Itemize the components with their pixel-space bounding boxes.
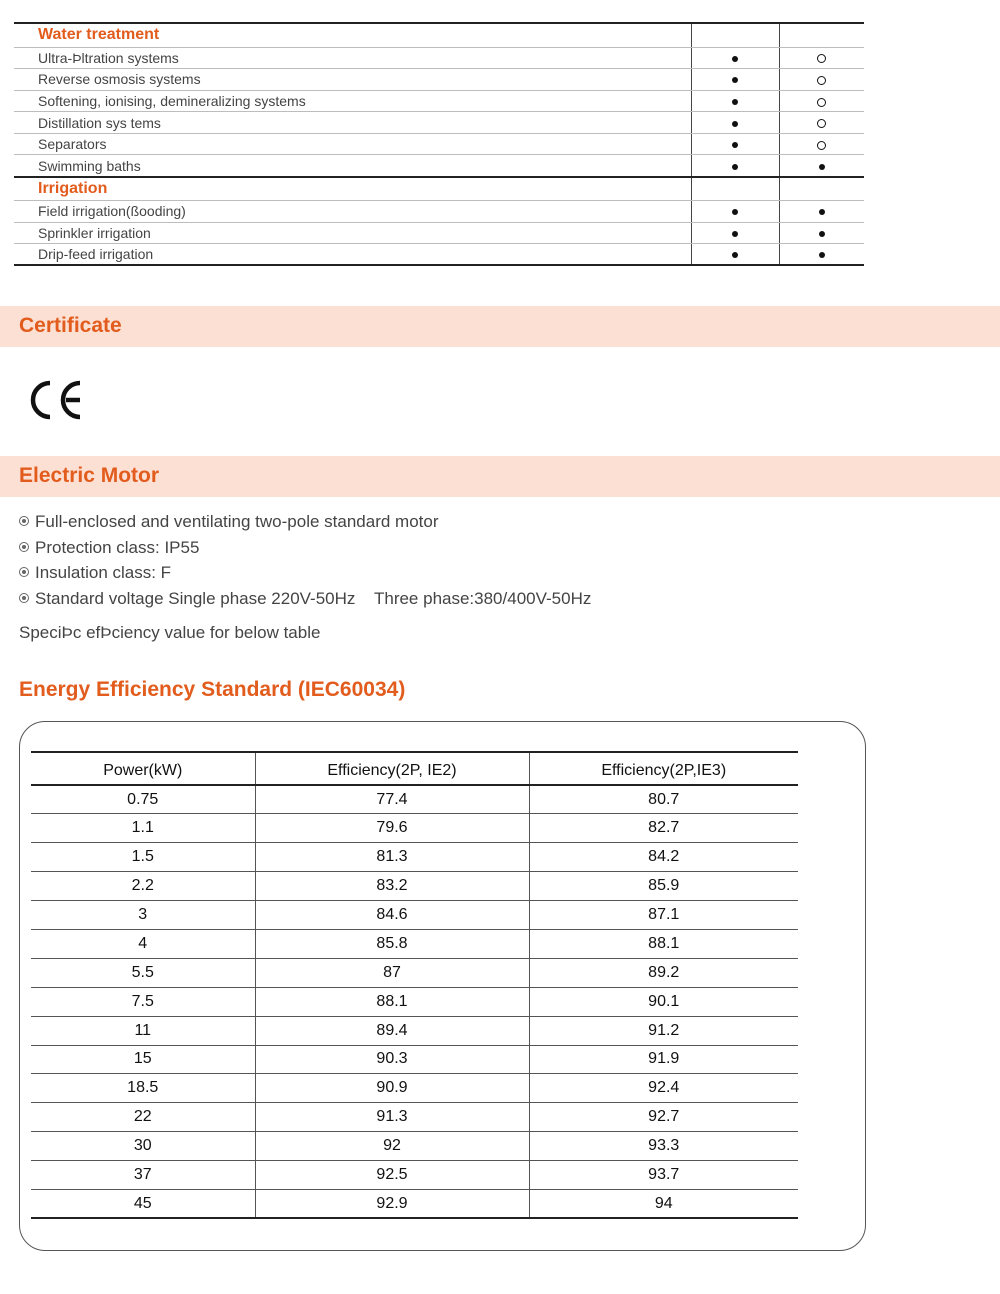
ie2-cell: 87 bbox=[255, 958, 529, 987]
application-label: Softening, ionising, demineralizing systems bbox=[14, 90, 691, 112]
application-label: Swimming baths bbox=[14, 155, 691, 177]
power-cell: 3 bbox=[31, 901, 255, 930]
certificate-title: Certificate bbox=[19, 314, 122, 337]
efficiency-row bbox=[31, 872, 798, 901]
electric-motor-title: Electric Motor bbox=[19, 464, 160, 487]
electric-motor-band bbox=[0, 456, 1000, 497]
motor-bullet-text: Full-enclosed and ventilating two-pole standard motor bbox=[35, 512, 439, 531]
efficiency-row bbox=[31, 1045, 798, 1074]
power-cell: 4 bbox=[31, 929, 255, 958]
filled-dot-icon bbox=[819, 164, 825, 170]
power-cell: 0.75 bbox=[31, 785, 255, 814]
ie3-cell: 90.1 bbox=[529, 987, 798, 1016]
open-circle-icon bbox=[817, 119, 826, 128]
ie3-cell: 88.1 bbox=[529, 929, 798, 958]
bullet-circle-icon bbox=[19, 567, 29, 577]
efficiency-note: SpeciÞc efÞciency value for below table bbox=[19, 623, 321, 642]
filled-dot-icon bbox=[819, 231, 825, 237]
efficiency-row bbox=[31, 1189, 798, 1218]
efficiency-table bbox=[31, 751, 798, 1219]
power-cell: 5.5 bbox=[31, 958, 255, 987]
group-col1 bbox=[691, 177, 779, 201]
efficiency-row bbox=[31, 1016, 798, 1045]
group-col2 bbox=[779, 23, 864, 47]
application-mark-2 bbox=[779, 244, 864, 266]
application-mark-1 bbox=[691, 90, 779, 112]
ie3-cell: 85.9 bbox=[529, 872, 798, 901]
application-mark-2 bbox=[779, 222, 864, 244]
ie3-cell: 87.1 bbox=[529, 901, 798, 930]
filled-dot-icon bbox=[732, 77, 738, 83]
ie2-cell: 92 bbox=[255, 1132, 529, 1161]
application-row bbox=[14, 133, 864, 155]
application-mark-1 bbox=[691, 69, 779, 91]
open-circle-icon bbox=[817, 76, 826, 85]
application-mark-1 bbox=[691, 244, 779, 266]
efficiency-row bbox=[31, 1132, 798, 1161]
power-cell: 2.2 bbox=[31, 872, 255, 901]
power-cell: 22 bbox=[31, 1103, 255, 1132]
application-mark-1 bbox=[691, 222, 779, 244]
certificate-band bbox=[0, 306, 1000, 347]
group-title: Water treatment bbox=[14, 23, 691, 47]
efficiency-row bbox=[31, 987, 798, 1016]
power-cell: 1.1 bbox=[31, 814, 255, 843]
ie3-cell: 93.3 bbox=[529, 1132, 798, 1161]
motor-bullet-list bbox=[19, 509, 591, 611]
applications-table bbox=[14, 22, 864, 266]
application-row bbox=[14, 201, 864, 223]
ie3-cell: 93.7 bbox=[529, 1161, 798, 1190]
filled-dot-icon bbox=[732, 209, 738, 215]
application-mark-2 bbox=[779, 90, 864, 112]
ie2-cell: 90.9 bbox=[255, 1074, 529, 1103]
ie3-cell: 89.2 bbox=[529, 958, 798, 987]
application-row bbox=[14, 90, 864, 112]
efficiency-header-row bbox=[31, 752, 798, 785]
group-header bbox=[14, 23, 864, 47]
ie2-cell: 89.4 bbox=[255, 1016, 529, 1045]
application-label: Field irrigation(ßooding) bbox=[14, 201, 691, 223]
power-cell: 15 bbox=[31, 1045, 255, 1074]
ie2-cell: 90.3 bbox=[255, 1045, 529, 1074]
motor-bullet bbox=[19, 586, 591, 612]
filled-dot-icon bbox=[732, 56, 738, 62]
group-col2 bbox=[779, 177, 864, 201]
application-label: Sprinkler irrigation bbox=[14, 222, 691, 244]
application-mark-2 bbox=[779, 133, 864, 155]
ce-mark-icon bbox=[26, 377, 84, 423]
ie2-cell: 88.1 bbox=[255, 987, 529, 1016]
application-mark-2 bbox=[779, 47, 864, 69]
filled-dot-icon bbox=[732, 231, 738, 237]
power-cell: 18.5 bbox=[31, 1074, 255, 1103]
application-mark-1 bbox=[691, 112, 779, 134]
ie3-cell: 80.7 bbox=[529, 785, 798, 814]
power-cell: 11 bbox=[31, 1016, 255, 1045]
application-mark-1 bbox=[691, 155, 779, 177]
motor-bullet bbox=[19, 509, 591, 535]
filled-dot-icon bbox=[732, 142, 738, 148]
ie3-cell: 92.4 bbox=[529, 1074, 798, 1103]
application-label: Reverse osmosis systems bbox=[14, 69, 691, 91]
application-mark-1 bbox=[691, 201, 779, 223]
efficiency-row bbox=[31, 785, 798, 814]
filled-dot-icon bbox=[819, 252, 825, 258]
power-cell: 1.5 bbox=[31, 843, 255, 872]
ie2-cell: 92.9 bbox=[255, 1189, 529, 1218]
group-header bbox=[14, 177, 864, 201]
energy-efficiency-title: Energy Efficiency Standard (IEC60034) bbox=[19, 678, 406, 701]
bullet-circle-icon bbox=[19, 542, 29, 552]
ie3-cell: 82.7 bbox=[529, 814, 798, 843]
motor-bullet bbox=[19, 560, 591, 586]
application-row bbox=[14, 244, 864, 266]
filled-dot-icon bbox=[732, 99, 738, 105]
ie2-cell: 81.3 bbox=[255, 843, 529, 872]
open-circle-icon bbox=[817, 54, 826, 63]
application-row bbox=[14, 69, 864, 91]
efficiency-row bbox=[31, 843, 798, 872]
efficiency-row bbox=[31, 1103, 798, 1132]
motor-bullet-text: Standard voltage Single phase 220V-50Hz Three phase:380/400V-50Hz bbox=[35, 588, 592, 608]
header-ie3: Efficiency(2P,IE3) bbox=[529, 752, 798, 785]
ie2-cell: 91.3 bbox=[255, 1103, 529, 1132]
bullet-circle-icon bbox=[19, 516, 29, 526]
application-mark-2 bbox=[779, 69, 864, 91]
ie3-cell: 91.2 bbox=[529, 1016, 798, 1045]
open-circle-icon bbox=[817, 141, 826, 150]
application-row bbox=[14, 47, 864, 69]
ie2-cell: 84.6 bbox=[255, 901, 529, 930]
efficiency-row bbox=[31, 1161, 798, 1190]
ie3-cell: 92.7 bbox=[529, 1103, 798, 1132]
application-label: Distillation sys tems bbox=[14, 112, 691, 134]
ie2-cell: 79.6 bbox=[255, 814, 529, 843]
power-cell: 30 bbox=[31, 1132, 255, 1161]
application-label: Drip-feed irrigation bbox=[14, 244, 691, 266]
application-row bbox=[14, 155, 864, 177]
ie2-cell: 83.2 bbox=[255, 872, 529, 901]
header-power: Power(kW) bbox=[31, 752, 255, 785]
filled-dot-icon bbox=[819, 209, 825, 215]
group-title: Irrigation bbox=[14, 177, 691, 201]
motor-bullet bbox=[19, 535, 591, 561]
application-mark-2 bbox=[779, 201, 864, 223]
application-mark-2 bbox=[779, 155, 864, 177]
application-mark-1 bbox=[691, 47, 779, 69]
filled-dot-icon bbox=[732, 121, 738, 127]
efficiency-row bbox=[31, 901, 798, 930]
application-row bbox=[14, 112, 864, 134]
power-cell: 7.5 bbox=[31, 987, 255, 1016]
power-cell: 37 bbox=[31, 1161, 255, 1190]
efficiency-row bbox=[31, 814, 798, 843]
ie3-cell: 94 bbox=[529, 1189, 798, 1218]
application-label: Separators bbox=[14, 133, 691, 155]
bullet-circle-icon bbox=[19, 593, 29, 603]
ie3-cell: 84.2 bbox=[529, 843, 798, 872]
efficiency-row bbox=[31, 929, 798, 958]
group-col1 bbox=[691, 23, 779, 47]
application-label: Ultra-Þltration systems bbox=[14, 47, 691, 69]
filled-dot-icon bbox=[732, 252, 738, 258]
application-mark-2 bbox=[779, 112, 864, 134]
open-circle-icon bbox=[817, 98, 826, 107]
ie2-cell: 85.8 bbox=[255, 929, 529, 958]
ie2-cell: 92.5 bbox=[255, 1161, 529, 1190]
ie3-cell: 91.9 bbox=[529, 1045, 798, 1074]
power-cell: 45 bbox=[31, 1189, 255, 1218]
efficiency-row bbox=[31, 958, 798, 987]
application-mark-1 bbox=[691, 133, 779, 155]
filled-dot-icon bbox=[732, 164, 738, 170]
efficiency-row bbox=[31, 1074, 798, 1103]
header-ie2: Efficiency(2P, IE2) bbox=[255, 752, 529, 785]
ie2-cell: 77.4 bbox=[255, 785, 529, 814]
motor-bullet-text: Insulation class: F bbox=[35, 563, 172, 582]
application-row bbox=[14, 222, 864, 244]
motor-bullet-text: Protection class: IP55 bbox=[35, 537, 200, 557]
